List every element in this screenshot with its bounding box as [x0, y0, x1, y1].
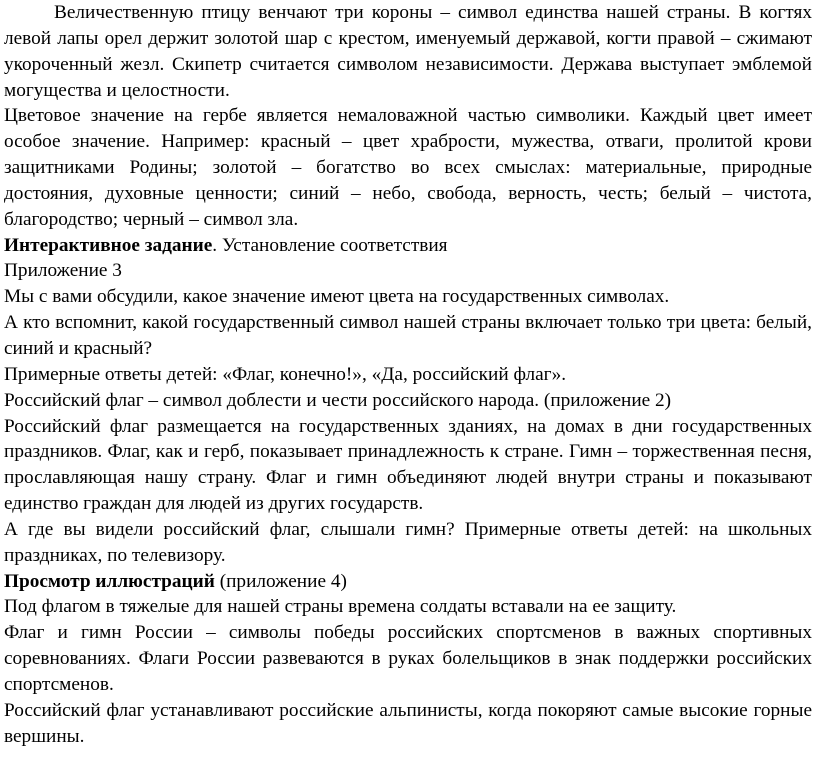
illustrations-view-text: (приложение 4) — [214, 570, 347, 592]
paragraph-three-colors-question: А кто вспомнит, какой государственный символ нашей страны включает только три цвета: белый, синий и красный? — [4, 312, 812, 359]
paragraph-children-answers-flag: Примерные ответы детей: «Флаг, конечно!», «Да, российский флаг». — [4, 363, 567, 385]
paragraph-flag-symbol: Российский флаг – символ доблести и чести российского народа. (приложение 2) — [4, 389, 672, 411]
paragraph-colors-discussed: Мы с вами обсудили, какое значение имеют цвета на государственных символах. — [4, 286, 670, 308]
paragraph-sports-victory: Флаг и гимн России – символы победы российских спортсменов в важных спортивных соревнованиях. Флаги России развеваются в руках болельщиков в знак поддержки российских спортсменов. — [4, 622, 812, 695]
paragraph-soldiers-defense: Под флагом в тяжелые для нашей страны времена солдаты вставали на ее защиту. — [4, 596, 677, 618]
paragraph-alpinists: Российский флаг устанавливают российские альпинисты, когда покоряют самые высокие горные вершины. — [4, 699, 812, 747]
paragraph-flag-and-anthem: Российский флаг размещается на государственных зданиях, на домах в дни государственных праздников. Флаг, как и герб, показывает принадлежность к стране. Гимн – торжественная песня, прославляющая нашу страну. Флаг и гимн объединяют людей внутри страны и показывают единство граждан для людей из других государств. — [4, 415, 812, 515]
paragraph-illustrations-view — [4, 569, 812, 595]
paragraph-interactive-task — [4, 233, 812, 259]
illustrations-view-heading: Просмотр иллюстраций — [4, 570, 215, 592]
paragraph-eagle-description: Величественную птицу венчают три короны – символ единства нашей страны. В когтях левой лапы орел держит золотой шар с крестом, именуемый державой, когти правой – сжимают укороченный жезл. Скипетр считается символом независимости. Держава выступает эмблемой могущества и целостности. — [4, 2, 812, 101]
interactive-task-text: . Установление соответствия — [212, 234, 448, 256]
paragraph-coat-of-arms-colors: Цветовое значение на гербе является немаловажной частью символики. Каждый цвет имеет особое значение. Например: красный – цвет храбрости, мужества, отваги, пролитой крови защитниками Родины; золотой – богатство во всех смыслах: материальные, природные достояния, духовные ценности; синий – небо, свобода, верность, честь; белый – чистота, благородство; черный – символ зла. — [4, 105, 812, 230]
paragraph-where-seen-question: А где вы видели российский флаг, слышали гимн? Примерные ответы детей: на школьных праздниках, по телевизору. — [4, 518, 812, 566]
paragraph-appendix-3: Приложение 3 — [4, 260, 122, 282]
interactive-task-heading: Интерактивное задание — [4, 234, 213, 256]
